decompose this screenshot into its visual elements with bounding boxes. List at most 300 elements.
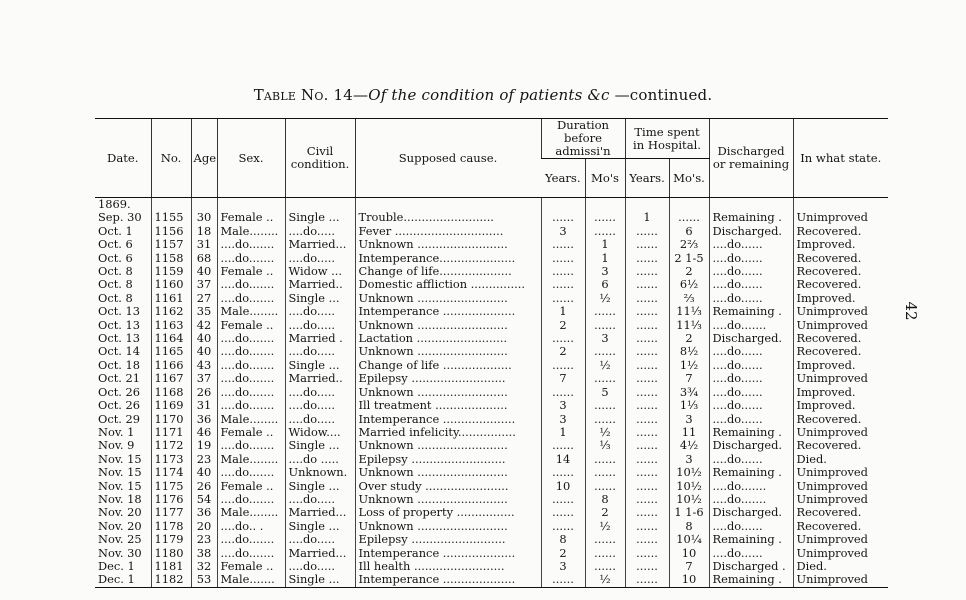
year-label: 1869. <box>98 197 131 211</box>
date-cell: Oct. 8 <box>98 278 133 292</box>
no-cell: 1157 <box>151 238 191 251</box>
no-cell: 1177 <box>151 506 191 519</box>
date-cell: Oct. 29 <box>98 412 141 426</box>
cause-cell: Epilepsy .......................... <box>355 372 541 385</box>
time-months-cell: 11⅓ <box>669 319 709 332</box>
duration-years-cell: 3 <box>541 413 585 426</box>
discharged-cell: ....do...... <box>709 386 793 399</box>
duration-years-cell: 1 <box>541 305 585 318</box>
discharged-cell: Discharged. <box>709 506 793 519</box>
duration-months-cell: 5 <box>585 386 625 399</box>
date-cell: Oct. 18 <box>98 358 141 372</box>
date-cell: Oct. 8 <box>98 291 133 305</box>
table-row <box>95 292 888 305</box>
cause-cell: Unknown ......................... <box>355 238 541 251</box>
age-cell: 36 <box>191 413 217 426</box>
header-discharged: Discharged or remaining <box>709 119 793 198</box>
date-cell: Nov. 25 <box>98 533 142 547</box>
state-cell: Recovered. <box>793 345 888 358</box>
cause-cell: Loss of property ................ <box>355 506 541 519</box>
no-cell: 1167 <box>151 372 191 385</box>
civil-cell: ....do..... <box>285 413 355 426</box>
discharged-cell: ....do....... <box>709 319 793 332</box>
date-cell: Oct. 8 <box>98 265 133 279</box>
no-cell: 1174 <box>151 466 191 479</box>
sex-cell: ....do....... <box>217 386 285 399</box>
no-cell: 1172 <box>151 439 191 452</box>
duration-years-cell: ...... <box>541 211 585 224</box>
cause-cell: Intemperance .................... <box>355 305 541 318</box>
time-years-cell: ...... <box>625 386 669 399</box>
table-row <box>95 560 888 573</box>
state-cell: Unimproved <box>793 466 888 479</box>
title-suffix: —continued. <box>609 86 713 104</box>
duration-months-cell: ...... <box>585 480 625 493</box>
no-cell: 1168 <box>151 386 191 399</box>
no-cell: 1161 <box>151 292 191 305</box>
age-cell: 31 <box>191 399 217 412</box>
header-mos: Mo's <box>585 159 625 198</box>
age-cell: 54 <box>191 493 217 506</box>
discharged-cell: Remaining . <box>709 466 793 479</box>
header-mos2: Mo's. <box>669 159 709 198</box>
duration-years-cell: ...... <box>541 439 585 452</box>
age-cell: 40 <box>191 265 217 278</box>
cause-cell: Intemperance .................... <box>355 547 541 560</box>
civil-cell: Married.. <box>285 372 355 385</box>
discharged-cell: Discharged. <box>709 225 793 238</box>
time-years-cell: ...... <box>625 372 669 385</box>
time-months-cell: 7 <box>669 560 709 573</box>
time-years-cell: ...... <box>625 252 669 265</box>
duration-months-cell: ½ <box>585 426 625 439</box>
duration-years-cell: ...... <box>541 493 585 506</box>
cause-cell: Unknown ......................... <box>355 520 541 533</box>
sex-cell: Female .. <box>217 426 285 439</box>
state-cell: Unimproved <box>793 573 888 587</box>
table-row <box>95 305 888 318</box>
header-row <box>95 119 888 159</box>
duration-years-cell: 2 <box>541 547 585 560</box>
time-years-cell: ...... <box>625 453 669 466</box>
sex-cell: Female .. <box>217 319 285 332</box>
page-number: 42 <box>902 301 920 321</box>
time-years-cell: ...... <box>625 319 669 332</box>
civil-cell: Single ... <box>285 439 355 452</box>
duration-years-cell: 3 <box>541 399 585 412</box>
time-months-cell: 3 <box>669 413 709 426</box>
age-cell: 40 <box>191 466 217 479</box>
discharged-cell: ....do...... <box>709 238 793 251</box>
age-cell: 19 <box>191 439 217 452</box>
duration-years-cell: ...... <box>541 238 585 251</box>
sex-cell: ....do....... <box>217 345 285 358</box>
age-cell: 46 <box>191 426 217 439</box>
table-row <box>95 547 888 560</box>
time-months-cell: 10 <box>669 573 709 587</box>
civil-cell: Widow.... <box>285 426 355 439</box>
state-cell: Improved. <box>793 399 888 412</box>
sex-cell: ....do....... <box>217 466 285 479</box>
no-cell: 1178 <box>151 520 191 533</box>
civil-cell: ....do..... <box>285 252 355 265</box>
date-cell: Oct. 21 <box>98 372 141 386</box>
header-years2: Years. <box>625 159 669 198</box>
state-cell: Recovered. <box>793 506 888 519</box>
date-cell: Dec. 1 <box>95 573 151 587</box>
time-months-cell: 1½ <box>669 359 709 372</box>
duration-years-cell: ...... <box>541 278 585 291</box>
time-months-cell: 2 <box>669 265 709 278</box>
duration-months-cell: ...... <box>585 453 625 466</box>
duration-months-cell: 3 <box>585 332 625 345</box>
cause-cell: Ill health ......................... <box>355 560 541 573</box>
duration-months-cell: ...... <box>585 413 625 426</box>
date-cell: Sep. 30 <box>98 211 142 225</box>
time-months-cell: 4½ <box>669 439 709 452</box>
time-years-cell: ...... <box>625 278 669 291</box>
cause-cell: Epilepsy .......................... <box>355 453 541 466</box>
state-cell: Unimproved <box>793 547 888 560</box>
table-row <box>95 506 888 519</box>
duration-months-cell: ½ <box>585 573 625 587</box>
time-months-cell: 2 <box>669 332 709 345</box>
cause-cell: Over study ....................... <box>355 480 541 493</box>
discharged-cell: ....do....... <box>709 480 793 493</box>
discharged-cell: ....do...... <box>709 292 793 305</box>
cause-cell: Domestic affliction ............... <box>355 278 541 291</box>
cause-cell: Married infelicity................ <box>355 426 541 439</box>
duration-months-cell: ...... <box>585 211 625 224</box>
table-row <box>95 413 888 426</box>
civil-cell: ....do..... <box>285 533 355 546</box>
table-row <box>95 372 888 385</box>
age-cell: 20 <box>191 520 217 533</box>
date-cell: Nov. 20 <box>98 506 142 520</box>
table-row <box>95 211 888 224</box>
table-row <box>95 252 888 265</box>
date-cell: Oct. 13 <box>98 332 141 346</box>
sex-cell: Male........ <box>217 453 285 466</box>
discharged-cell: ....do...... <box>709 520 793 533</box>
civil-cell: Unknown. <box>285 466 355 479</box>
cause-cell: Change of life ................... <box>355 359 541 372</box>
duration-months-cell: ...... <box>585 560 625 573</box>
time-months-cell: 10½ <box>669 466 709 479</box>
table-row <box>95 466 888 479</box>
age-cell: 35 <box>191 305 217 318</box>
cause-cell: Trouble......................... <box>355 211 541 224</box>
sex-cell: Male........ <box>217 305 285 318</box>
discharged-cell: ....do...... <box>709 453 793 466</box>
sex-cell: ....do....... <box>217 238 285 251</box>
time-months-cell: 1⅓ <box>669 399 709 412</box>
civil-cell: Married... <box>285 547 355 560</box>
cause-cell: Unknown ......................... <box>355 439 541 452</box>
time-months-cell: 10¼ <box>669 533 709 546</box>
civil-cell: ....do..... <box>285 305 355 318</box>
age-cell: 42 <box>191 319 217 332</box>
cause-cell: Unknown ......................... <box>355 345 541 358</box>
duration-months-cell: ...... <box>585 372 625 385</box>
date-cell: Nov. 1 <box>98 425 135 439</box>
duration-years-cell: 2 <box>541 319 585 332</box>
discharged-cell: ....do...... <box>709 278 793 291</box>
sex-cell: ....do....... <box>217 399 285 412</box>
duration-years-cell: ...... <box>541 292 585 305</box>
time-years-cell: ...... <box>625 225 669 238</box>
state-cell: Unimproved <box>793 493 888 506</box>
sex-cell: ....do....... <box>217 332 285 345</box>
header-date: Date. <box>95 119 151 198</box>
discharged-cell: Discharged. <box>709 332 793 345</box>
duration-months-cell: 6 <box>585 278 625 291</box>
cause-cell: Fever .............................. <box>355 225 541 238</box>
sex-cell: ....do....... <box>217 547 285 560</box>
duration-years-cell: ...... <box>541 252 585 265</box>
discharged-cell: ....do...... <box>709 399 793 412</box>
no-cell: 1166 <box>151 359 191 372</box>
sex-cell: ....do....... <box>217 252 285 265</box>
age-cell: 53 <box>191 573 217 587</box>
age-cell: 18 <box>191 225 217 238</box>
table-row <box>95 332 888 345</box>
time-years-cell: ...... <box>625 413 669 426</box>
state-cell: Improved. <box>793 292 888 305</box>
sex-cell: Female .. <box>217 211 285 224</box>
time-years-cell: ...... <box>625 332 669 345</box>
duration-years-cell: 3 <box>541 560 585 573</box>
title-italic: Of the condition of patients &c <box>368 86 610 104</box>
header-state: In what state. <box>793 119 888 198</box>
time-years-cell: ...... <box>625 480 669 493</box>
duration-months-cell: 1 <box>585 238 625 251</box>
sex-cell: Female .. <box>217 560 285 573</box>
discharged-cell: ....do...... <box>709 413 793 426</box>
cause-cell: Unknown ......................... <box>355 386 541 399</box>
state-cell: Died. <box>793 453 888 466</box>
no-cell: 1162 <box>151 305 191 318</box>
time-months-cell: 1 1-6 <box>669 506 709 519</box>
state-cell: Unimproved <box>793 533 888 546</box>
cause-cell: Epilepsy .......................... <box>355 533 541 546</box>
state-cell: Unimproved <box>793 480 888 493</box>
time-years-cell: ...... <box>625 305 669 318</box>
time-years-cell: ...... <box>625 560 669 573</box>
age-cell: 30 <box>191 211 217 224</box>
no-cell: 1181 <box>151 560 191 573</box>
discharged-cell: Remaining . <box>709 211 793 224</box>
age-cell: 37 <box>191 278 217 291</box>
duration-years-cell: 10 <box>541 480 585 493</box>
date-cell: Oct. 6 <box>98 238 133 252</box>
time-years-cell: ...... <box>625 573 669 587</box>
duration-months-cell: 3 <box>585 265 625 278</box>
age-cell: 31 <box>191 238 217 251</box>
table-row <box>95 319 888 332</box>
table-row <box>95 493 888 506</box>
no-cell: 1158 <box>151 252 191 265</box>
state-cell: Improved. <box>793 359 888 372</box>
date-cell: Nov. 15 <box>98 466 142 480</box>
table-row <box>95 480 888 493</box>
civil-cell: Single ... <box>285 292 355 305</box>
time-years-cell: ...... <box>625 265 669 278</box>
time-years-cell: ...... <box>625 426 669 439</box>
duration-years-cell: 2 <box>541 345 585 358</box>
state-cell: Unimproved <box>793 305 888 318</box>
age-cell: 23 <box>191 533 217 546</box>
duration-months-cell: ½ <box>585 292 625 305</box>
time-months-cell: 11⅓ <box>669 305 709 318</box>
duration-years-cell: ...... <box>541 386 585 399</box>
sex-cell: ....do....... <box>217 359 285 372</box>
time-months-cell: 3¾ <box>669 386 709 399</box>
discharged-cell: ....do...... <box>709 345 793 358</box>
table-row <box>95 453 888 466</box>
sex-cell: ....do....... <box>217 533 285 546</box>
civil-cell: ....do..... <box>285 345 355 358</box>
duration-years-cell: 7 <box>541 372 585 385</box>
cause-cell: Change of life.................... <box>355 265 541 278</box>
sex-cell: ....do....... <box>217 372 285 385</box>
duration-years-cell: ...... <box>541 466 585 479</box>
state-cell: Unimproved <box>793 319 888 332</box>
civil-cell: ....do..... <box>285 386 355 399</box>
civil-cell: ....do..... <box>285 493 355 506</box>
sex-cell: Male........ <box>217 506 285 519</box>
state-cell: Recovered. <box>793 439 888 452</box>
duration-months-cell: ...... <box>585 547 625 560</box>
civil-cell: Single ... <box>285 480 355 493</box>
time-years-cell: ...... <box>625 399 669 412</box>
duration-months-cell: ...... <box>585 533 625 546</box>
civil-cell: Married... <box>285 506 355 519</box>
cause-cell: Intemperance..................... <box>355 252 541 265</box>
discharged-cell: ....do...... <box>709 252 793 265</box>
sex-cell: ....do....... <box>217 439 285 452</box>
state-cell: Recovered. <box>793 225 888 238</box>
date-cell: Oct. 26 <box>98 399 141 413</box>
cause-cell: Ill treatment .................... <box>355 399 541 412</box>
title-prefix: Table No. 14— <box>253 86 369 104</box>
table-row <box>95 573 888 587</box>
discharged-cell: ....do....... <box>709 493 793 506</box>
time-months-cell: ⅔ <box>669 292 709 305</box>
date-cell: Oct. 6 <box>98 251 133 265</box>
date-cell: Dec. 1 <box>98 559 135 573</box>
time-years-cell: ...... <box>625 359 669 372</box>
time-years-cell: ...... <box>625 520 669 533</box>
time-years-cell: ...... <box>625 547 669 560</box>
no-cell: 1169 <box>151 399 191 412</box>
civil-cell: Married.. <box>285 278 355 291</box>
discharged-cell: Remaining . <box>709 533 793 546</box>
table-row <box>95 265 888 278</box>
no-cell: 1171 <box>151 426 191 439</box>
sex-cell: Female .. <box>217 480 285 493</box>
duration-years-cell: ...... <box>541 359 585 372</box>
table-row <box>95 386 888 399</box>
age-cell: 23 <box>191 453 217 466</box>
duration-years-cell: ...... <box>541 573 585 587</box>
discharged-cell: Remaining . <box>709 426 793 439</box>
table-row <box>95 278 888 291</box>
age-cell: 68 <box>191 252 217 265</box>
time-months-cell: 10½ <box>669 480 709 493</box>
no-cell: 1155 <box>151 211 191 224</box>
date-cell: Nov. 18 <box>98 492 142 506</box>
duration-months-cell: ...... <box>585 319 625 332</box>
duration-months-cell: ½ <box>585 359 625 372</box>
discharged-cell: ....do...... <box>709 265 793 278</box>
date-cell: Oct. 26 <box>98 385 141 399</box>
sex-cell: Male........ <box>217 413 285 426</box>
time-years-cell: ...... <box>625 466 669 479</box>
time-months-cell: 10½ <box>669 493 709 506</box>
age-cell: 38 <box>191 547 217 560</box>
header-no: No. <box>151 119 191 198</box>
time-years-cell: ...... <box>625 506 669 519</box>
cause-cell: Unknown ......................... <box>355 466 541 479</box>
duration-years-cell: 3 <box>541 225 585 238</box>
civil-cell: Married... <box>285 238 355 251</box>
state-cell: Improved. <box>793 386 888 399</box>
discharged-cell: Remaining . <box>709 305 793 318</box>
sex-cell: ....do.. . <box>217 520 285 533</box>
duration-months-cell: ...... <box>585 399 625 412</box>
duration-months-cell: ...... <box>585 466 625 479</box>
time-years-cell: ...... <box>625 533 669 546</box>
state-cell: Recovered. <box>793 332 888 345</box>
year-row <box>95 198 888 212</box>
table-row <box>95 399 888 412</box>
header-duration: Duration before admissi'n <box>541 119 625 159</box>
time-years-cell: 1 <box>625 211 669 224</box>
patients-table <box>95 118 888 588</box>
cause-cell: Intemperance .................... <box>355 573 541 587</box>
duration-months-cell: ...... <box>585 305 625 318</box>
state-cell: Died. <box>793 560 888 573</box>
no-cell: 1176 <box>151 493 191 506</box>
duration-months-cell: 2 <box>585 506 625 519</box>
no-cell: 1173 <box>151 453 191 466</box>
time-months-cell: 2 1-5 <box>669 252 709 265</box>
time-years-cell: ...... <box>625 345 669 358</box>
discharged-cell: ....do...... <box>709 547 793 560</box>
age-cell: 40 <box>191 332 217 345</box>
state-cell: Improved. <box>793 238 888 251</box>
table-row <box>95 520 888 533</box>
sex-cell: Male....... <box>217 573 285 587</box>
no-cell: 1159 <box>151 265 191 278</box>
time-months-cell: 6 <box>669 225 709 238</box>
discharged-cell: ....do...... <box>709 372 793 385</box>
civil-cell: ....do..... <box>285 399 355 412</box>
discharged-cell: Discharged. <box>709 439 793 452</box>
table-row <box>95 439 888 452</box>
header-years: Years. <box>541 159 585 198</box>
civil-cell: ....do..... <box>285 560 355 573</box>
time-months-cell: 6½ <box>669 278 709 291</box>
duration-years-cell: ...... <box>541 520 585 533</box>
date-cell: Nov. 30 <box>98 546 142 560</box>
discharged-cell: Discharged . <box>709 560 793 573</box>
time-months-cell: 8½ <box>669 345 709 358</box>
no-cell: 1182 <box>151 573 191 587</box>
sex-cell: ....do....... <box>217 493 285 506</box>
duration-months-cell: ...... <box>585 345 625 358</box>
